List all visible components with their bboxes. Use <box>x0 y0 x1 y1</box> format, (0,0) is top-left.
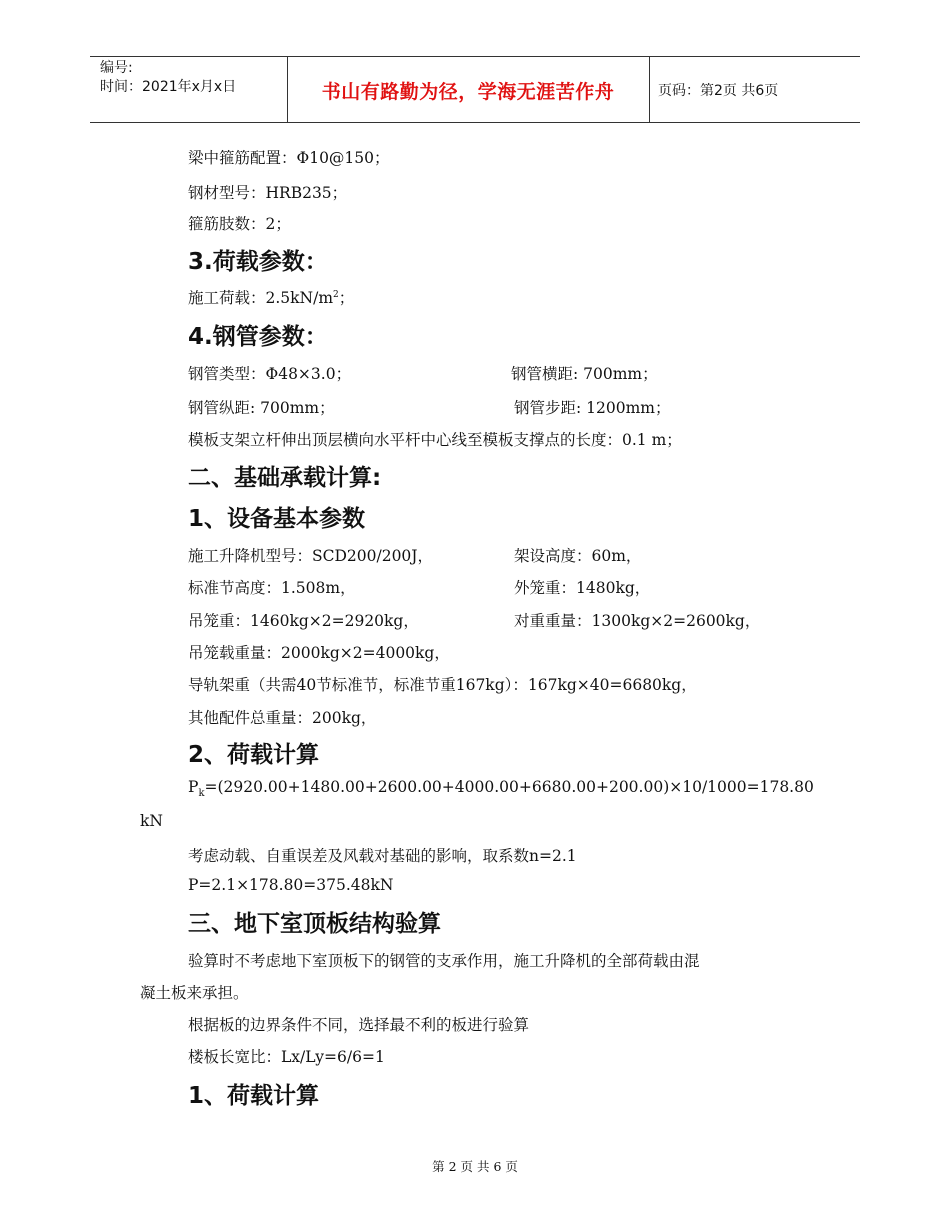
header-time-label: 时间：2021年x月x日 <box>100 79 237 95</box>
pk-unit-line: kN <box>140 812 163 830</box>
header-bottom-rule <box>90 122 860 123</box>
header-meta <box>100 59 236 97</box>
section-heading-slab-load: 1、荷载计算 <box>188 1083 320 1109</box>
slab-check-paragraph-1: 验算时不考虑地下室顶板下的钢管的支承作用，施工升降机的全部荷载由混 <box>188 952 700 970</box>
section-heading-load-calc: 2、荷载计算 <box>188 742 320 768</box>
header-number-label: 编号: <box>100 60 133 76</box>
steel-type-line: 钢材型号：HRB235； <box>188 184 348 202</box>
counterweight-line: 对重重量：1300kg×2=2600kg， <box>514 612 761 630</box>
section-heading-load-params: 3.荷载参数： <box>188 249 328 275</box>
erection-height: 架设高度：60m， <box>514 547 642 565</box>
stirrup-legs-line: 箍筋肢数：2； <box>188 215 291 233</box>
cage-weight-line: 吊笼重：1460kg×2=2920kg， <box>188 612 419 630</box>
unit-superscript: 2 <box>333 289 339 300</box>
construction-load-line <box>188 286 354 308</box>
slab-check-paragraph-2: 凝土板来承担。 <box>140 984 249 1002</box>
pipe-lateral-spacing: 钢管横距: 700mm； <box>511 365 658 383</box>
pipe-step-spacing: 钢管步距: 1200mm； <box>514 399 671 417</box>
outer-cage-weight: 外笼重：1480kg， <box>514 579 651 597</box>
elevator-model-line: 施工升降机型号：SCD200/200J， <box>188 547 434 565</box>
cage-load-line: 吊笼载重量：2000kg×2=4000kg， <box>188 644 450 662</box>
boundary-condition-line: 根据板的边界条件不同，选择最不利的板进行验算 <box>188 1016 530 1034</box>
chapter-heading-roof-slab: 三、地下室顶板结构验算 <box>188 911 441 937</box>
pole-extension-line: 模板支架立杆伸出顶层横向水平杆中心线至模板支撑点的长度：0.1 m； <box>188 431 682 449</box>
guide-rail-weight-line: 导轨架重（共需40节标准节，标准节重167kg）：167kg×40=6680kg， <box>188 676 697 694</box>
construction-load-text: 施工荷载：2.5kN/m <box>188 289 334 307</box>
p-result-line: P=2.1×178.80=375.48kN <box>188 876 394 894</box>
chapter-heading-foundation: 二、基础承载计算: <box>188 465 382 491</box>
pipe-type-line: 钢管类型：Φ48×3.0； <box>188 365 352 383</box>
beam-stirrup-line: 梁中箍筋配置：Φ10@150； <box>188 149 390 167</box>
other-parts-weight-line: 其他配件总重量：200kg， <box>188 709 377 727</box>
aspect-ratio-line: 楼板长宽比：Lx/Ly=6/6=1 <box>188 1048 385 1066</box>
header-page-info: 页码：第2页 共6页 <box>658 83 779 99</box>
header-divider-2 <box>649 57 650 122</box>
page-footer: 第 2 页 共 6 页 <box>432 1159 518 1174</box>
pk-subscript: k <box>198 788 205 800</box>
pipe-longitudinal-spacing: 钢管纵距: 700mm； <box>188 399 335 417</box>
construction-load-end: ； <box>338 289 355 307</box>
section-heading-pipe-params: 4.钢管参数： <box>188 324 328 350</box>
pk-formula: =(2920.00+1480.00+2600.00+4000.00+6680.00+200.00)×10/1000=178.80 <box>204 778 814 796</box>
standard-section-height: 标准节高度：1.508m， <box>188 579 356 597</box>
pk-formula-line <box>188 778 814 799</box>
header-motto: 书山有路勤为径，学海无涯苦作舟 <box>321 81 615 103</box>
pk-symbol: P <box>188 778 199 796</box>
section-heading-equipment: 1、设备基本参数 <box>188 506 366 532</box>
dynamic-factor-line: 考虑动载、自重误差及风载对基础的影响，取系数n=2.1 <box>188 847 577 865</box>
header-top-rule <box>90 56 860 57</box>
